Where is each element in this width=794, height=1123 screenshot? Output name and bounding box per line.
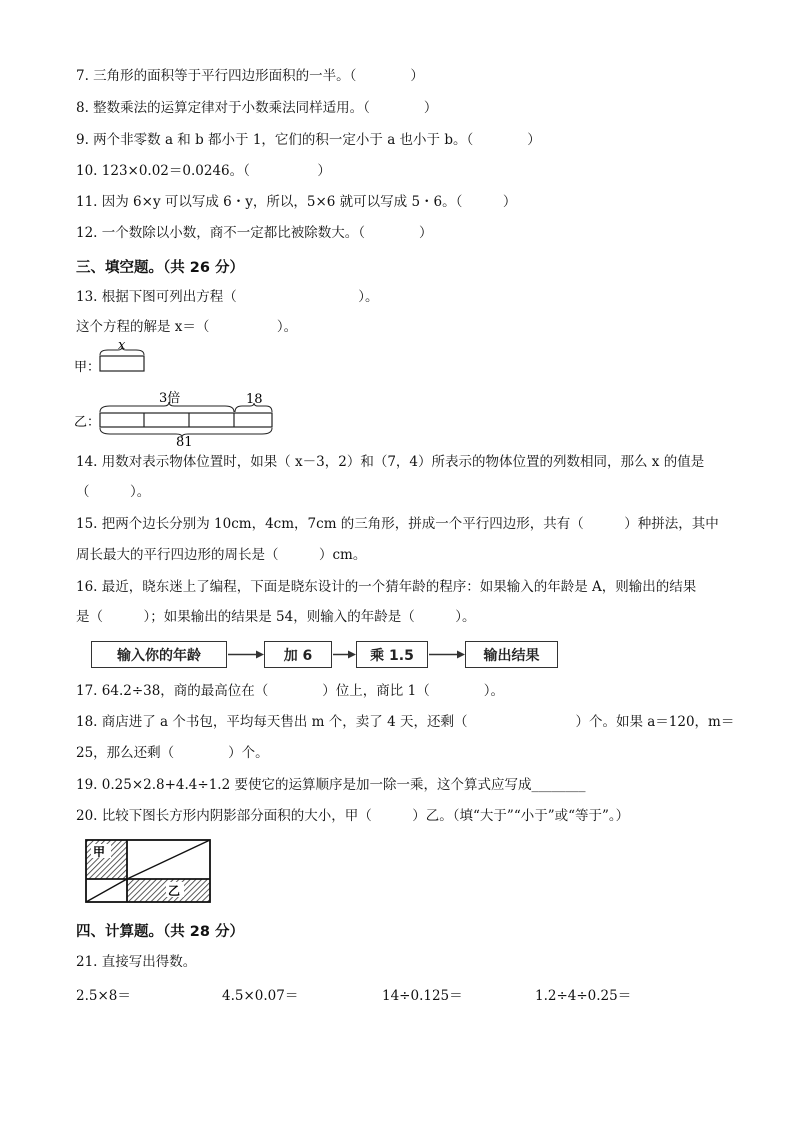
jia-label: 甲： — [74, 360, 101, 375]
question-16-line1: 16. 最近，晓东迷上了编程，下面是晓东设计的一个猜年龄的程序：如果输入的年龄是 A，则输出的结果 — [76, 579, 697, 595]
total-label: 81 — [176, 435, 193, 448]
calc-item-1: 2.5×8＝ — [76, 988, 131, 1004]
flow-box-add: 加 6 — [264, 641, 332, 668]
question-16-line2: 是（ ）；如果输出的结果是 54，则输入的年龄是（ ）。 — [76, 609, 476, 625]
yi-label: 乙 — [168, 884, 181, 898]
question-9: 9. 两个非零数 a 和 b 都小于 1，它们的积一定小于 a 也小于 b。（ ） — [76, 132, 541, 148]
times-label: 3倍 — [159, 391, 181, 406]
question-18-line1: 18. 商店进了 a 个书包，平均每天售出 m 个，卖了 4 天，还剩（ ）个。如果 a＝120，m＝ — [76, 714, 735, 730]
question-11: 11. 因为 6×y 可以写成 6・y，所以，5×6 就可以写成 5・6。（ ） — [76, 194, 517, 210]
diagonal-lower — [86, 879, 127, 902]
question-10: 10. 123×0.02＝0.0246。（ ） — [76, 163, 331, 179]
question-14-line2: （ ）。 — [76, 484, 151, 500]
calc-item-3: 14÷0.125＝ — [382, 988, 463, 1004]
jia-label: 甲 — [93, 845, 106, 859]
flow-box-multiply: 乘 1.5 — [356, 641, 428, 668]
section-3-title: 三、填空题。（共 26 分） — [76, 260, 245, 276]
calc-item-4: 1.2÷4÷0.25＝ — [535, 988, 632, 1004]
x-label: x — [118, 338, 126, 353]
question-14-line1: 14. 用数对表示物体位置时，如果（ x－3，2）和（7，4）所表示的物体位置的列数相同，那么 x 的值是 — [76, 454, 705, 470]
question-18-line2: 25，那么还剩（ ）个。 — [76, 745, 269, 761]
question-7: 7. 三角形的面积等于平行四边形面积的一半。（ ） — [76, 68, 424, 84]
extra-brace — [235, 403, 272, 412]
question-19: 19. 0.25×2.8+4.4÷1.2 要使它的运算顺序是加一除一乘，这个算式应写成________ — [76, 777, 586, 793]
diagonal-upper — [127, 840, 210, 879]
question-21-title: 21. 直接写出得数。 — [76, 954, 197, 970]
arrow-right-icon — [228, 651, 264, 659]
yi-bar — [100, 413, 272, 427]
jia-bar — [100, 356, 144, 371]
question-12: 12. 一个数除以小数，商不一定都比被除数大。（ ） — [76, 225, 433, 241]
section-4-title: 四、计算题。（共 28 分） — [76, 924, 245, 940]
arrow-right-icon — [333, 651, 356, 659]
question-8: 8. 整数乘法的运算定律对于小数乘法同样适用。（ ） — [76, 100, 438, 116]
arrow-right-icon — [429, 651, 465, 659]
question-13-line1: 13. 根据下图可列出方程（ ）。 — [76, 289, 379, 305]
question-15-line2: 周长最大的平行四边形的周长是（ ）cm。 — [76, 547, 367, 563]
question-13-diagram — [70, 336, 290, 448]
question-20-line1: 20. 比较下图长方形内阴影部分面积的大小，甲（ ）乙。（填“大于”“小于”或“等于”。） — [76, 808, 630, 824]
question-17: 17. 64.2÷38，商的最高位在（ ）位上，商比 1（ ）。 — [76, 683, 504, 699]
flow-box-input: 输入你的年龄 — [91, 641, 227, 668]
question-15-line1: 15. 把两个边长分别为 10cm，4cm，7cm 的三角形，拼成一个平行四边形，共有（ ）种拼法，其中 — [76, 516, 719, 532]
flow-arrows — [0, 641, 794, 668]
question-13-line2: 这个方程的解是 x＝（ ）。 — [76, 319, 298, 335]
extra-label: 18 — [246, 392, 263, 407]
calc-item-2: 4.5×0.07＝ — [222, 988, 299, 1004]
question-20-figure — [84, 838, 214, 904]
yi-label: 乙： — [74, 415, 101, 430]
flow-box-output: 输出结果 — [465, 641, 558, 668]
